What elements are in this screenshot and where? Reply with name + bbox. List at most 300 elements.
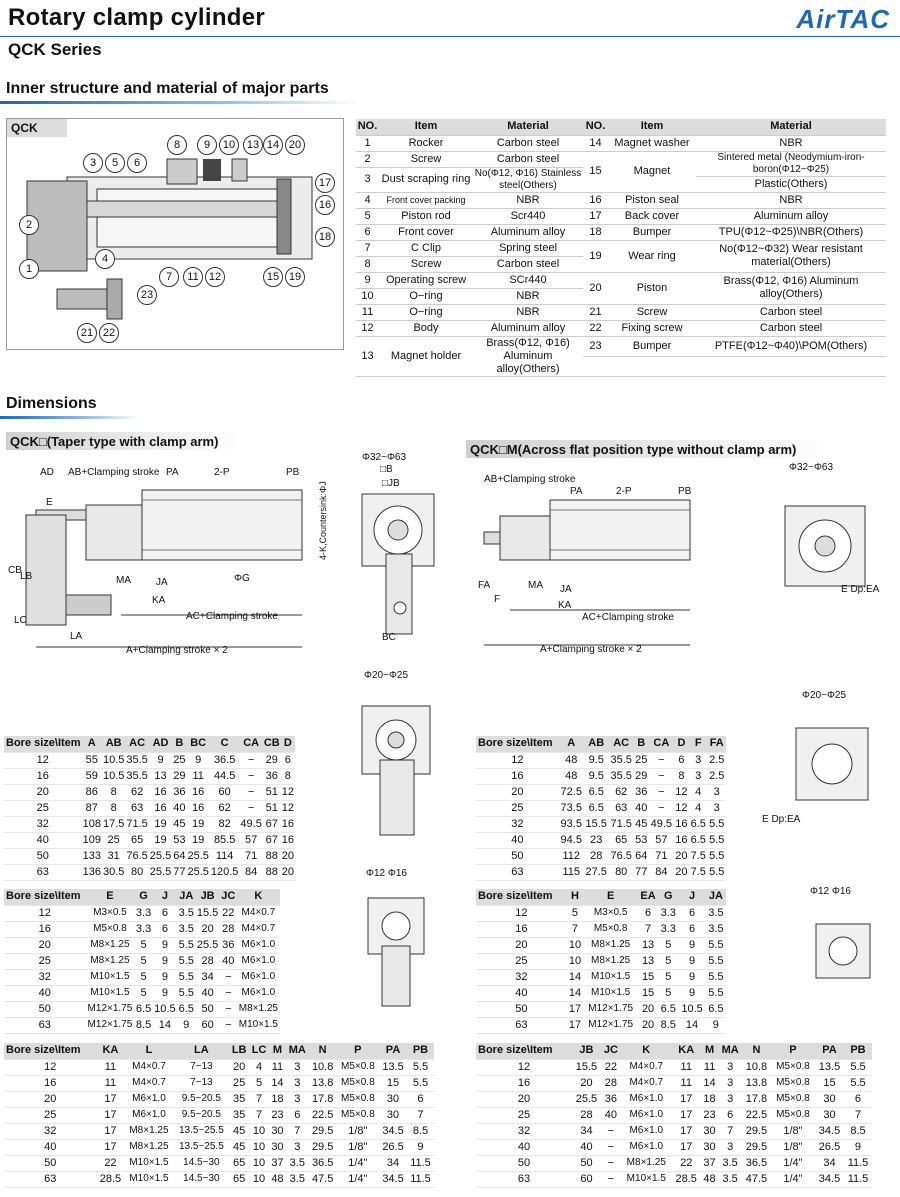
table-cell: 25	[4, 953, 85, 969]
table-cell: 71.5	[125, 816, 148, 832]
table-cell: 3	[286, 1075, 309, 1091]
table-cell: M5×0.8	[337, 1091, 379, 1107]
dim-table-right-2	[476, 889, 726, 1034]
table-cell: 10	[567, 937, 584, 953]
callout-17: 17	[315, 173, 335, 193]
table-row	[4, 905, 280, 921]
table-cell: 32	[4, 1123, 96, 1139]
table-row	[476, 848, 726, 864]
cell: Rocker	[379, 135, 473, 151]
table-cell: M10×1.5	[583, 969, 638, 985]
table-cell: 9	[153, 937, 178, 953]
hdr-no-2: NO.	[583, 119, 608, 135]
left-dimension-title: QCK□(Taper type with clamp arm)	[10, 434, 219, 449]
table-cell: 5.5	[177, 985, 195, 1001]
callout-14: 14	[263, 135, 283, 155]
cell: Fixing screw	[608, 320, 696, 336]
table-cell: 30	[701, 1139, 719, 1155]
dim-ja-right: JA	[560, 584, 572, 595]
cell: Carbon steel	[473, 256, 583, 272]
table-cell: 6.5	[706, 1001, 726, 1017]
table-cell: 5.5	[844, 1059, 872, 1075]
table-cell: 10	[249, 1155, 269, 1171]
table-cell: M10×1.5	[124, 1171, 173, 1187]
table-cell: 10	[249, 1139, 269, 1155]
table-row	[4, 800, 295, 816]
table-cell: 8	[674, 768, 689, 784]
table-cell: M10×1.5	[583, 985, 638, 1001]
table-cell: 30	[379, 1091, 407, 1107]
table-cell: 16	[149, 800, 172, 816]
table-cell: 12	[281, 784, 295, 800]
table-cell: 25	[172, 752, 186, 768]
table-row	[4, 864, 295, 880]
table-cell: 47.5	[309, 1171, 337, 1187]
dim-lb: LB	[20, 571, 33, 582]
table-cell: 17	[672, 1123, 701, 1139]
table-cell: 5.5	[707, 816, 726, 832]
table-row	[356, 208, 886, 224]
cell: Carbon steel	[696, 320, 886, 336]
table-cell: 26.5	[815, 1139, 844, 1155]
dim-table-left-2	[4, 889, 280, 1034]
table-cell: 5.5	[407, 1075, 434, 1091]
table-cell: 17	[672, 1091, 701, 1107]
table-cell: M5×0.8	[337, 1107, 379, 1123]
callout-19: 19	[285, 267, 305, 287]
table-cell: 9.5	[584, 752, 609, 768]
table-cell: 62	[609, 784, 634, 800]
end-view-20-25	[350, 670, 460, 850]
cell: Piston seal	[608, 192, 696, 208]
table-cell: −	[601, 1155, 621, 1171]
table-cell: 29.5	[309, 1123, 337, 1139]
table-cell: −	[239, 784, 262, 800]
cell: Scr440	[473, 208, 583, 224]
table-cell: 17	[96, 1123, 124, 1139]
table-cell: 37	[701, 1155, 719, 1171]
table-cell: M12×1.75	[583, 1017, 638, 1033]
table-cell: 20	[4, 784, 82, 800]
table-cell: 3	[707, 800, 726, 816]
cell: Body	[379, 320, 473, 336]
range-20-25: Φ20~Φ25	[364, 670, 409, 681]
table-row	[476, 985, 726, 1001]
column-header: Bore size\Item	[4, 889, 85, 905]
callout-2: 2	[19, 215, 39, 235]
page-title: Rotary clamp cylinder	[8, 4, 266, 31]
table-cell: 5.5	[177, 969, 195, 985]
table-cell: 1/8"	[337, 1139, 379, 1155]
table-cell: 80	[125, 864, 148, 880]
across-flat-side-view	[470, 460, 760, 660]
cell: Sintered metal (Neodymium-iron-boron(Φ12~Φ25)	[696, 151, 886, 176]
table-row	[4, 848, 295, 864]
table-row	[4, 1155, 434, 1171]
table-cell: 14	[678, 1017, 705, 1033]
table-row	[4, 937, 280, 953]
table-cell: 20	[476, 1091, 572, 1107]
table-row	[4, 1001, 280, 1017]
table-cell: 15.5	[572, 1059, 601, 1075]
table-cell: 44.5	[210, 768, 240, 784]
column-header: K	[621, 1043, 672, 1059]
table-cell: 25	[634, 752, 649, 768]
column-header: Bore size\Item	[4, 1043, 96, 1059]
cell: Wear ring	[608, 240, 696, 272]
table-cell: 63	[125, 800, 148, 816]
table-cell: 19	[149, 832, 172, 848]
cell: Brass(Φ12, Φ16) Aluminum alloy(Others)	[473, 336, 583, 377]
column-header: MA	[718, 1043, 742, 1059]
table-cell: 13	[638, 953, 658, 969]
edp-label-1: E Dp:EA	[841, 584, 880, 595]
right-end-view-32-63	[775, 462, 890, 622]
edp-label-2: E Dp:EA	[762, 814, 801, 825]
table-cell: 10.5	[153, 1001, 178, 1017]
table-cell: 25	[4, 1107, 96, 1123]
table-row	[4, 1017, 280, 1033]
table-cell: 6.5	[689, 816, 707, 832]
table-cell: 6	[286, 1107, 309, 1123]
table-cell: 6.5	[689, 832, 707, 848]
cell: Screw	[608, 304, 696, 320]
callout-12: 12	[205, 267, 225, 287]
table-cell: −	[220, 969, 237, 985]
dim-ka: KA	[152, 595, 166, 606]
table-cell: 63	[476, 1017, 567, 1033]
table-row	[4, 985, 280, 1001]
table-cell: 6	[153, 921, 178, 937]
table-cell: M6×1.0	[237, 937, 280, 953]
table-cell: M4×0.7	[237, 905, 280, 921]
table-cell: 1/8"	[771, 1139, 815, 1155]
table-cell: 5	[134, 953, 152, 969]
table-cell: 29	[172, 768, 186, 784]
column-header: M	[269, 1043, 286, 1059]
table-row	[476, 953, 726, 969]
table-row	[4, 816, 295, 832]
cell: Plastic(Others)	[696, 176, 886, 192]
table-cell: 7	[844, 1107, 872, 1123]
table-cell: 1/8"	[337, 1123, 379, 1139]
end-view-12-16	[350, 868, 460, 1028]
table-cell: 9.5~20.5	[174, 1107, 230, 1123]
table-cell: 8.5	[658, 1017, 678, 1033]
table-cell: 30	[379, 1107, 407, 1123]
table-cell: 47.5	[742, 1171, 771, 1187]
table-cell: 8	[281, 768, 295, 784]
cell: Front cover packing	[379, 192, 473, 208]
dim-2p-right: 2-P	[616, 486, 632, 497]
column-header: AC	[609, 736, 634, 752]
table-cell: M4×0.7	[237, 921, 280, 937]
table-row	[476, 1075, 872, 1091]
table-cell: M3×0.5	[583, 905, 638, 921]
table-cell: 17	[672, 1139, 701, 1155]
table-cell: 57	[649, 832, 674, 848]
table-cell: 13.5	[815, 1059, 844, 1075]
cell: 19	[583, 240, 608, 272]
table-cell: 5.5	[706, 969, 726, 985]
table-cell: 17.8	[742, 1091, 771, 1107]
column-header: BC	[186, 736, 209, 752]
table-cell: M6×1.0	[621, 1139, 672, 1155]
taper-side-svg	[6, 455, 336, 670]
table-cell: 17	[567, 1001, 584, 1017]
table-cell: 45	[172, 816, 186, 832]
table-cell: 18	[269, 1091, 286, 1107]
table-cell: 9	[186, 752, 209, 768]
table-cell: 76.5	[609, 848, 634, 864]
table-cell: 20	[638, 1017, 658, 1033]
column-header: JC	[601, 1043, 621, 1059]
callout-13: 13	[243, 135, 263, 155]
table-cell: 63	[476, 864, 559, 880]
table-cell: 25.5	[149, 864, 172, 880]
cell: 4	[356, 192, 379, 208]
callout-9: 9	[197, 135, 217, 155]
range-12-16-right: Φ12 Φ16	[810, 886, 851, 897]
table-cell: 30	[269, 1139, 286, 1155]
cell: Back cover	[608, 208, 696, 224]
table-row	[356, 240, 886, 256]
table-cell: 19	[186, 832, 209, 848]
table-cell: 40	[220, 953, 237, 969]
table-cell: 11	[269, 1059, 286, 1075]
table-cell: 40	[476, 985, 567, 1001]
table-cell: 29	[263, 752, 281, 768]
table-cell: 26.5	[379, 1139, 407, 1155]
table-cell: 5.5	[707, 864, 726, 880]
table-cell: 10	[567, 953, 584, 969]
table-row	[4, 1059, 434, 1075]
structure-drawing-panel	[6, 118, 344, 350]
right-end-svg-1	[775, 486, 885, 596]
inner-structure-heading: Inner structure and material of major parts	[6, 80, 329, 97]
table-cell: 9	[678, 953, 705, 969]
table-cell: 40	[476, 1139, 572, 1155]
table-cell: M8×1.25	[621, 1155, 672, 1171]
table-cell: 16	[281, 816, 295, 832]
table-cell: 63	[4, 864, 82, 880]
table-cell: 13.5~25.5	[174, 1139, 230, 1155]
table-row	[476, 816, 726, 832]
column-header: Bore size\Item	[476, 889, 567, 905]
table-cell: 45	[634, 816, 649, 832]
table-cell: 16	[4, 921, 85, 937]
table-cell: 15.5	[195, 905, 220, 921]
range-32-63: Φ32~Φ63	[362, 452, 407, 463]
table-cell: 82	[210, 816, 240, 832]
table-cell: 3.5	[706, 905, 726, 921]
table-cell: 25.5	[195, 937, 220, 953]
table-cell: M5×0.8	[771, 1059, 815, 1075]
table-cell: 62	[125, 784, 148, 800]
table-cell: 1/4"	[771, 1155, 815, 1171]
table-cell: 48	[701, 1171, 719, 1187]
table-cell: M6×1.0	[124, 1091, 173, 1107]
table-row	[476, 1171, 872, 1187]
table-cell: M8×1.25	[124, 1123, 173, 1139]
table-cell: M10×1.5	[85, 985, 134, 1001]
table-cell: 35	[229, 1091, 249, 1107]
materials-table	[356, 119, 886, 377]
table-cell: 3.5	[718, 1171, 742, 1187]
cell: Bumper	[608, 336, 696, 356]
table-row	[4, 1075, 434, 1091]
table-cell: 3	[286, 1091, 309, 1107]
table-cell: 86	[82, 784, 102, 800]
callout-23: 23	[137, 285, 157, 305]
table-cell: M12×1.75	[583, 1001, 638, 1017]
table-cell: 19	[186, 816, 209, 832]
table-cell: 23	[584, 832, 609, 848]
cell: Aluminum alloy	[473, 224, 583, 240]
column-header: LA	[174, 1043, 230, 1059]
table-cell: 1/8"	[771, 1123, 815, 1139]
table-cell: 3.5	[177, 905, 195, 921]
table-row	[476, 1139, 872, 1155]
column-header: P	[771, 1043, 815, 1059]
table-cell: 65	[229, 1155, 249, 1171]
table-row	[476, 784, 726, 800]
column-header: Bore size\Item	[476, 736, 559, 752]
table-cell: 5.5	[706, 953, 726, 969]
table-cell: 12	[4, 905, 85, 921]
table-cell: 5.5	[706, 937, 726, 953]
table-cell: 10	[249, 1171, 269, 1187]
table-cell: 16	[281, 832, 295, 848]
table-cell: 16	[186, 800, 209, 816]
table-cell: 50	[572, 1155, 601, 1171]
column-header: PA	[379, 1043, 407, 1059]
table-cell: 3.5	[706, 921, 726, 937]
table-cell: −	[220, 985, 237, 1001]
cell: Dust scraping ring	[379, 167, 473, 192]
callout-20: 20	[285, 135, 305, 155]
cell: NBR	[696, 135, 886, 151]
table-cell: 29.5	[742, 1123, 771, 1139]
table-cell: 18	[701, 1091, 719, 1107]
table-cell: 11	[701, 1059, 719, 1075]
table-cell: 32	[476, 816, 559, 832]
table-cell: 9	[678, 985, 705, 1001]
table-cell: 15	[638, 985, 658, 1001]
dim-2p: 2-P	[214, 467, 230, 478]
table-cell: M6×1.0	[621, 1107, 672, 1123]
table-cell: −	[649, 768, 674, 784]
table-cell: 19	[149, 816, 172, 832]
cell: 7	[356, 240, 379, 256]
table-cell: 14	[567, 969, 584, 985]
table-cell: 50	[476, 1001, 567, 1017]
table-cell: 14.5~30	[174, 1155, 230, 1171]
column-header: M	[701, 1043, 719, 1059]
column-header: CA	[239, 736, 262, 752]
dim-table-right-3	[476, 1043, 872, 1188]
cell: Magnet	[608, 151, 696, 192]
table-cell: 11.5	[407, 1155, 434, 1171]
table-cell: 12	[476, 752, 559, 768]
table-cell: 64	[634, 848, 649, 864]
column-header: MA	[286, 1043, 309, 1059]
dim-ad: AD	[40, 467, 54, 478]
table-cell: 12	[4, 752, 82, 768]
cell: Brass(Φ12, Φ16) Aluminum alloy(Others)	[696, 272, 886, 304]
table-cell: 22.5	[742, 1107, 771, 1123]
table-cell: 7~13	[174, 1075, 230, 1091]
table-cell: 3.5	[177, 921, 195, 937]
cell: 20	[583, 272, 608, 304]
table-cell: 12	[476, 905, 567, 921]
callout-15: 15	[263, 267, 283, 287]
cell: C Clip	[379, 240, 473, 256]
table-cell: 5	[249, 1075, 269, 1091]
table-cell: −	[601, 1123, 621, 1139]
table-cell: 22	[601, 1059, 621, 1075]
table-cell: 1/4"	[771, 1171, 815, 1187]
table-cell: 37	[269, 1155, 286, 1171]
right-end-svg-3	[810, 916, 880, 986]
cell: 2	[356, 151, 379, 167]
table-cell: 16	[4, 768, 82, 784]
table-cell: 3.3	[134, 905, 152, 921]
table-cell: 40	[601, 1107, 621, 1123]
table-cell: 22	[96, 1155, 124, 1171]
dim-ma-right: MA	[528, 580, 543, 591]
table-cell: 40	[634, 800, 649, 816]
dim-a: A+Clamping stroke × 2	[126, 645, 228, 656]
table-cell: 10	[249, 1123, 269, 1139]
table-row	[356, 336, 886, 356]
dimensions-heading: Dimensions	[6, 395, 97, 412]
table-cell: 28	[601, 1075, 621, 1091]
table-cell: 3	[286, 1059, 309, 1075]
cell: 8	[356, 256, 379, 272]
table-cell: 29.5	[309, 1139, 337, 1155]
dim-f: F	[494, 594, 501, 605]
table-cell: 30	[701, 1123, 719, 1139]
table-cell: 25	[476, 1107, 572, 1123]
table-cell: 2.5	[707, 768, 726, 784]
table-cell: 88	[263, 864, 281, 880]
table-cell: 3.3	[134, 921, 152, 937]
dim-jb: □JB	[382, 478, 400, 489]
table-cell: 34.5	[815, 1123, 844, 1139]
callout-22: 22	[99, 323, 119, 343]
table-cell: M6×1.0	[237, 953, 280, 969]
table-cell: 51	[263, 784, 281, 800]
table-cell: M5×0.8	[771, 1107, 815, 1123]
table-cell: 48	[559, 768, 584, 784]
column-header: AD	[149, 736, 172, 752]
table-cell: 76.5	[125, 848, 148, 864]
table-cell: 25.5	[572, 1091, 601, 1107]
table-cell: 1/4"	[337, 1155, 379, 1171]
cell: 1	[356, 135, 379, 151]
table-cell: 28	[195, 953, 220, 969]
table-cell: 3	[718, 1091, 742, 1107]
dim-ab-right: AB+Clamping stroke	[484, 474, 576, 485]
table-cell: 36	[634, 784, 649, 800]
table-cell: 10.5	[678, 1001, 705, 1017]
table-cell: 60	[210, 784, 240, 800]
hdr-item: Item	[379, 119, 473, 135]
callout-10: 10	[219, 135, 239, 155]
table-cell: 59	[82, 768, 102, 784]
table-cell: 16	[149, 784, 172, 800]
